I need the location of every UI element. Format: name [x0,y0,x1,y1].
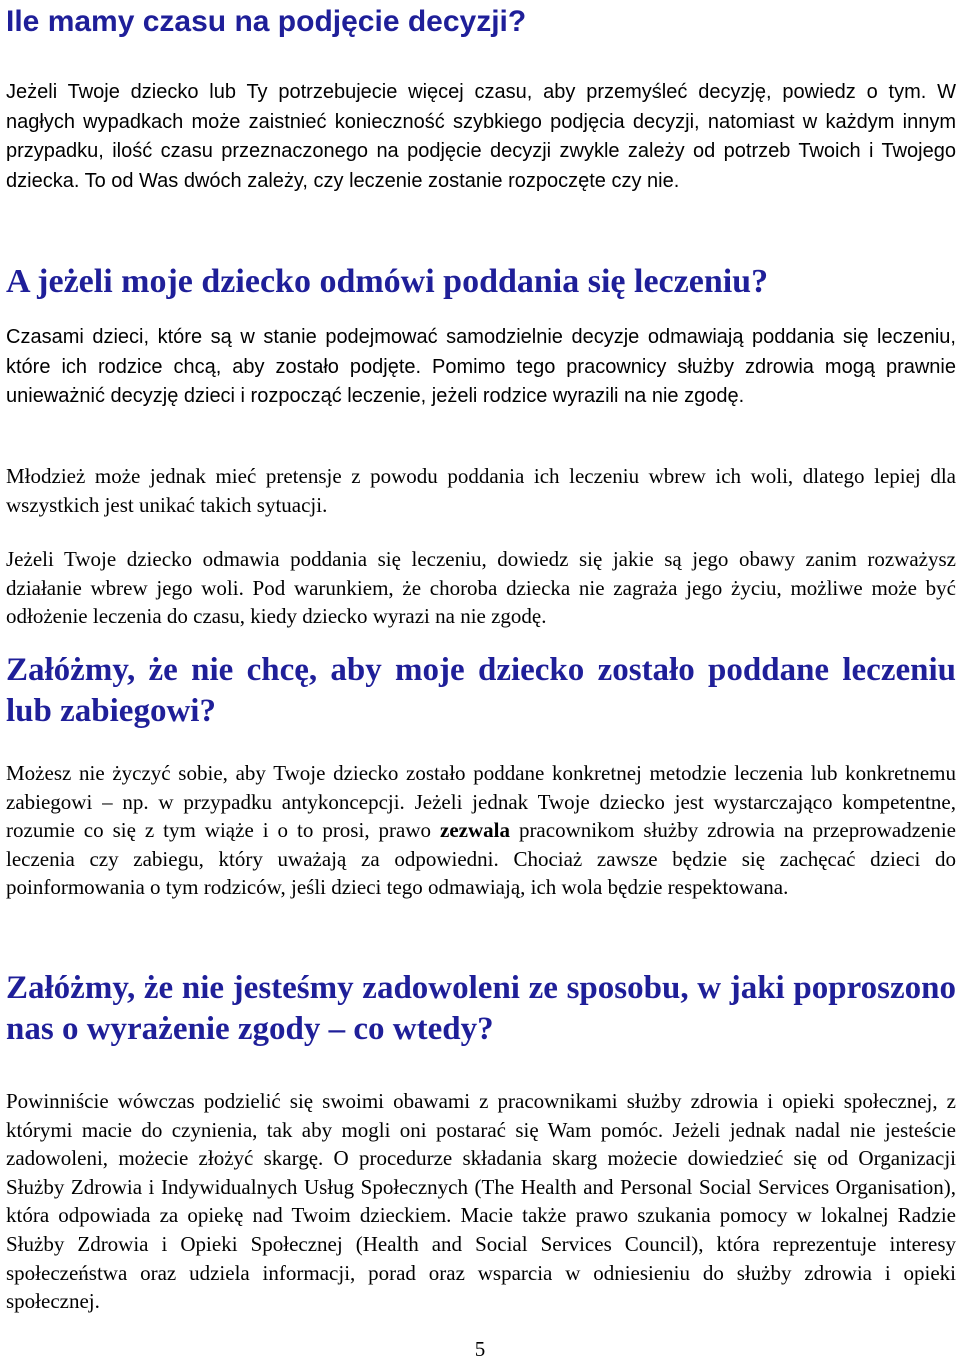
heading-child-refuses: A jeżeli moje dziecko odmówi poddania się leczeniu? [6,263,769,300]
heading-not-satisfied: Załóżmy, że nie jesteśmy zadowoleni ze sposobu, w jaki poproszono nas o wyrażenie zgody – co wtedy? [6,970,956,1047]
page-number: 5 [474,1337,486,1361]
heading-parent-objects: Załóżmy, że nie chcę, aby moje dziecko zostało poddane leczeniu lub zabiegowi? [6,652,956,729]
emphasis-permits: zezwala [440,818,510,843]
paragraph-complaints: Powinniście wówczas podzielić się swoimi obawami z pracownikami służby zdrowia i opieki społecznej, z którymi macie do czynienia, tak aby mogli oni postarać się Wam pomóc. Jeżeli jednak nadal nie jesteście zadowoleni, możecie złożyć skargę. O procedurze składania skarg możecie dowiedzieć się od Organizacji Służby Zdrowia i Indywidualnych Usług Społecznych (The Health and Personal Social Services Organisation), która odpowiada za opiekę nad Twoim dzieckiem. Macie także prawo szukania pomocy w lokalnej Radzie Służby Zdrowia i Opieki Społecznej (Health and Social Services Council), która reprezentuje interesy społeczeństwa oraz udziela informacji, porad oraz wsparcia w odniesieniu do służby zdrowia i opieki społecznej. [6,1089,956,1314]
paragraph-time-to-decide: Jeżeli Twoje dziecko lub Ty potrzebujecie więcej czasu, aby przemyśleć decyzję, powiedz o tym. W nagłych wypadkach może zaistnieć konieczność szybkiego podjęcia decyzji, natomiast w każdym innym przypadku, ilość czasu przeznaczonego na podjęcie decyzji zwykle zależy od potrzeb Twoich i Twojego dziecka. To od Was dwóch zależy, czy leczenie zostanie rozpoczęte czy nie. [6,81,956,192]
paragraph-parent-wishes-part1: Możesz nie życzyć sobie, aby Twoje dziecko zostało poddane konkretnej metodzie leczenia lub konkretnemu zabiegowi – np. w przypadku antykoncepcji. Jeżeli jednak Twoje dziecko jest wystarczająco kompetentne, rozumie co się z tym wiąże i o to prosi, prawo [6,761,956,843]
page-title: Ile mamy czasu na podjęcie decyzji? [6,5,527,38]
paragraph-children-refuse: Czasami dzieci, które są w stanie podejmować samodzielnie decyzje odmawiają poddania się leczeniu, które ich rodzice chcą, aby zostało podjęte. Pomimo tego pracownicy służby zdrowia mogą prawnie unieważnić decyzję dzieci i rozpocząć leczenie, jeżeli rodzice wyrazili na nie zgodę. [6,326,956,407]
paragraph-child-refusing: Jeżeli Twoje dziecko odmawia poddania się leczeniu, dowiedz się jakie są jego obawy zanim rozważysz działanie wbrew jego woli. Pod warunkiem, że choroba dziecka nie zagraża jego życiu, możliwe może być odłożenie leczenia do czasu, kiedy dziecko wyrazi na nie zgodę. [6,547,956,629]
paragraph-parent-wishes [6,759,956,902]
paragraph-youth-resentment: Młodzież może jednak mieć pretensje z powodu poddania ich leczeniu wbrew ich woli, dlatego lepiej dla wszystkich jest unikać takich sytuacji. [6,464,956,517]
paragraph-parent-wishes-part2: pracownikom służby zdrowia na przeprowadzenie leczenia czy zabiegu, który uważają za odpowiedni. Chociaż zawsze będzie się zachęcać dzieci do poinformowania o tym rodziców, jeśli dzieci tego odmawiają, ich wola będzie respektowana. [6,818,956,900]
